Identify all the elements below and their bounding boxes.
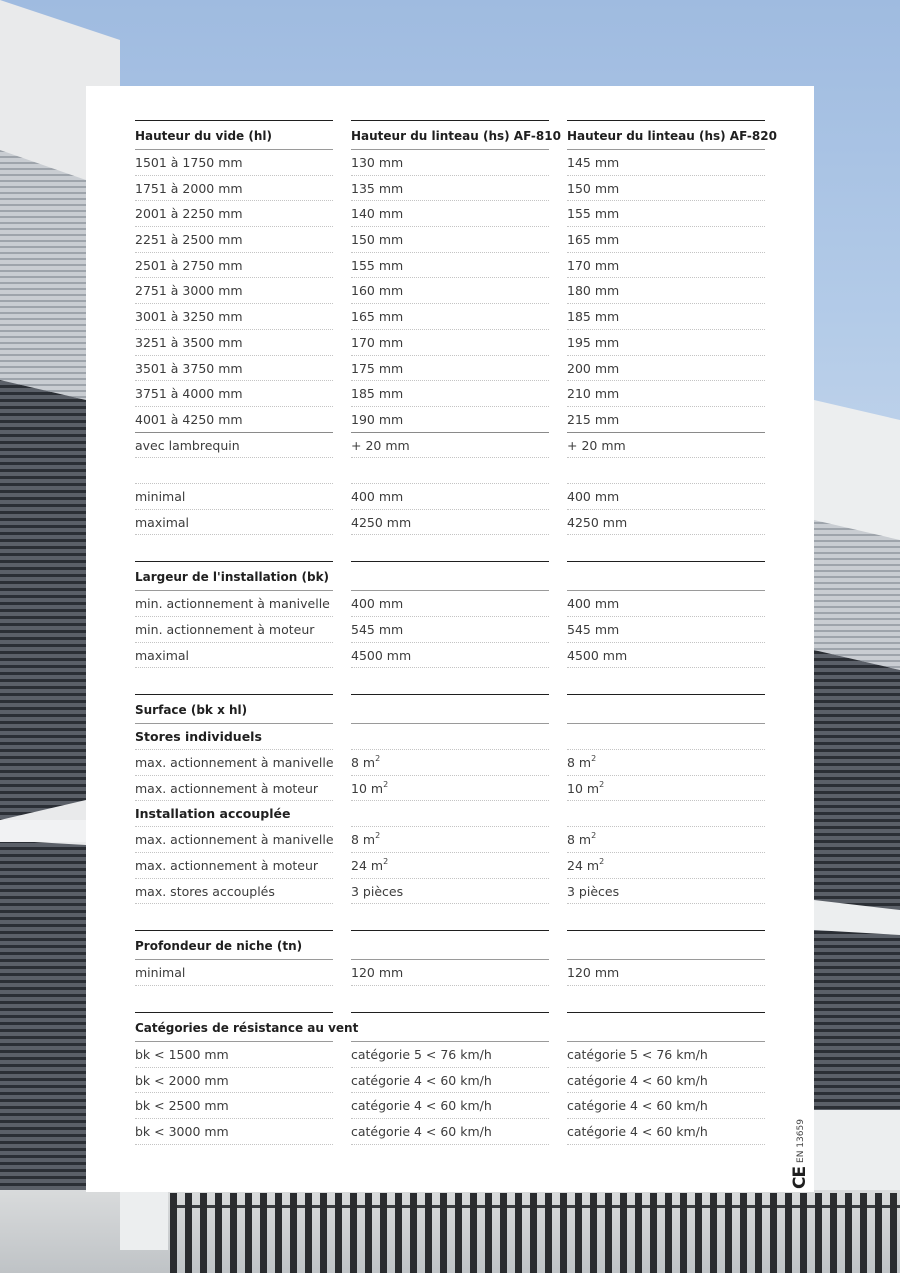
table-row: 170 mm [567,253,765,279]
column-af-820 [567,120,777,1145]
table-row: 8 $m^2$ [567,750,765,776]
table-row: 155 mm [567,201,765,227]
group-stores-individuels: Stores individuels [135,724,333,750]
header-hauteur-du-vide: Hauteur du vide (hl) [135,120,333,150]
standard-label: EN 13659 [796,1119,806,1163]
table-row: 8 $m^2$ [351,750,549,776]
table-row: 140 mm [351,201,549,227]
table-row: catégorie 4 < 60 km/h [351,1119,549,1145]
limit-row: 400 mm [351,484,549,510]
width-section-rule [567,561,765,591]
table-row: 120 mm [351,960,549,986]
table-row: catégorie 5 < 76 km/h [567,1042,765,1068]
depth-section-heading: Profondeur de niche (tn) [135,930,333,960]
wind-section-rule [567,1012,765,1042]
table-row: 8 $m^2$ [351,827,549,853]
depth-section-rule [567,930,765,960]
spacer [567,668,765,694]
table-row: 150 mm [567,176,765,202]
table-row: 215 mm [567,407,765,433]
spacer [351,535,549,561]
table-row: 165 mm [351,304,549,330]
limit-row: 4250 mm [567,510,765,536]
table-row: bk < 2500 mm [135,1093,333,1119]
table-row: max. actionnement à moteur [135,776,333,802]
table-row: 4500 mm [351,643,549,669]
table-row: 3001 à 3250 mm [135,304,333,330]
pillar [120,1190,168,1250]
blank-row [351,458,549,484]
table-row: 150 mm [351,227,549,253]
stores-row: 3 pièces [351,879,549,905]
table-row: 2001 à 2250 mm [135,201,333,227]
table-row: catégorie 4 < 60 km/h [567,1093,765,1119]
spacer [135,535,333,561]
table-row: max. actionnement à manivelle [135,750,333,776]
table-row: catégorie 4 < 60 km/h [567,1068,765,1094]
table-row: max. actionnement à manivelle [135,827,333,853]
fence [170,1193,900,1273]
limit-row: minimal [135,484,333,510]
table-row: bk < 2000 mm [135,1068,333,1094]
limit-row: 4250 mm [351,510,549,536]
ce-marking [789,1119,813,1189]
table-row: catégorie 4 < 60 km/h [351,1068,549,1094]
column-af-810 [351,120,561,1145]
table-row: bk < 3000 mm [135,1119,333,1145]
spec-panel [86,86,814,1192]
limit-row: 400 mm [567,484,765,510]
table-row: 170 mm [351,330,549,356]
stores-row: 3 pièces [567,879,765,905]
wind-section-rule [351,1012,549,1042]
wind-section-heading: Catégories de résistance au vent [135,1012,333,1042]
superscript: 2 [591,753,597,763]
spacer [351,904,549,930]
table-row: 190 mm [351,407,549,433]
blank-row [135,458,333,484]
table-row: bk < 1500 mm [135,1042,333,1068]
table-row: 24 $m^2$ [567,853,765,879]
table-row: 10 $m^2$ [567,776,765,802]
table-row: 2501 à 2750 mm [135,253,333,279]
table-row: 400 mm [567,591,765,617]
header-af-810: Hauteur du linteau (hs) AF-810 [351,120,549,150]
blank-cell [351,801,549,827]
blank-cell [351,724,549,750]
table-row: 180 mm [567,278,765,304]
table-row: 8 $m^2$ [567,827,765,853]
table-row: catégorie 5 < 76 km/h [351,1042,549,1068]
depth-section-rule [351,930,549,960]
table-row: 3751 à 4000 mm [135,381,333,407]
surface-section-rule [567,694,765,724]
superscript: 2 [383,779,389,789]
table-row: 1501 à 1750 mm [135,150,333,176]
table-row: 2251 à 2500 mm [135,227,333,253]
group-installation-accouplee: Installation accouplée [135,801,333,827]
table-row: min. actionnement à manivelle [135,591,333,617]
table-row: 195 mm [567,330,765,356]
table-row: 155 mm [351,253,549,279]
superscript: 2 [599,779,605,789]
spacer [135,668,333,694]
header-af-820: Hauteur du linteau (hs) AF-820 [567,120,765,150]
spacer [567,535,765,561]
lambrequin-row: + 20 mm [351,433,549,459]
table-row: 135 mm [351,176,549,202]
table-row: 545 mm [351,617,549,643]
table-row: 545 mm [567,617,765,643]
table-row: 1751 à 2000 mm [135,176,333,202]
table-row: 400 mm [351,591,549,617]
spacer [135,986,333,1012]
limit-row: maximal [135,510,333,536]
table-row: maximal [135,643,333,669]
table-row: 120 mm [567,960,765,986]
table-row: 3251 à 3500 mm [135,330,333,356]
superscript: 2 [383,856,389,866]
table-row: 130 mm [351,150,549,176]
width-section-heading: Largeur de l'installation (bk) [135,561,333,591]
superscript: 2 [591,830,597,840]
spacer [351,986,549,1012]
table-row: 200 mm [567,356,765,382]
ce-icon: CE [790,1166,810,1189]
table-row: 175 mm [351,356,549,382]
superscript: 2 [375,753,381,763]
table-row: 145 mm [567,150,765,176]
table-row: catégorie 4 < 60 km/h [567,1119,765,1145]
blank-cell [567,724,765,750]
spacer [135,904,333,930]
table-row: 2751 à 3000 mm [135,278,333,304]
table-row: 165 mm [567,227,765,253]
superscript: 2 [375,830,381,840]
surface-section-heading: Surface (bk x hl) [135,694,333,724]
lambrequin-row: + 20 mm [567,433,765,459]
column-hauteur-du-vide [135,120,359,1145]
superscript: 2 [599,856,605,866]
table-row: 3501 à 3750 mm [135,356,333,382]
spacer [351,668,549,694]
table-row: min. actionnement à moteur [135,617,333,643]
stores-row: max. stores accouplés [135,879,333,905]
lambrequin-row: avec lambrequin [135,433,333,459]
table-row: 4500 mm [567,643,765,669]
spacer [567,986,765,1012]
width-section-rule [351,561,549,591]
blank-row [567,458,765,484]
table-row: 24 $m^2$ [351,853,549,879]
table-row: 10 $m^2$ [351,776,549,802]
table-row: minimal [135,960,333,986]
table-row: max. actionnement à moteur [135,853,333,879]
table-row: 160 mm [351,278,549,304]
table-row: 185 mm [567,304,765,330]
table-row: 210 mm [567,381,765,407]
blank-cell [567,801,765,827]
spacer [567,904,765,930]
surface-section-rule [351,694,549,724]
table-row: catégorie 4 < 60 km/h [351,1093,549,1119]
table-row: 4001 à 4250 mm [135,407,333,433]
table-row: 185 mm [351,381,549,407]
